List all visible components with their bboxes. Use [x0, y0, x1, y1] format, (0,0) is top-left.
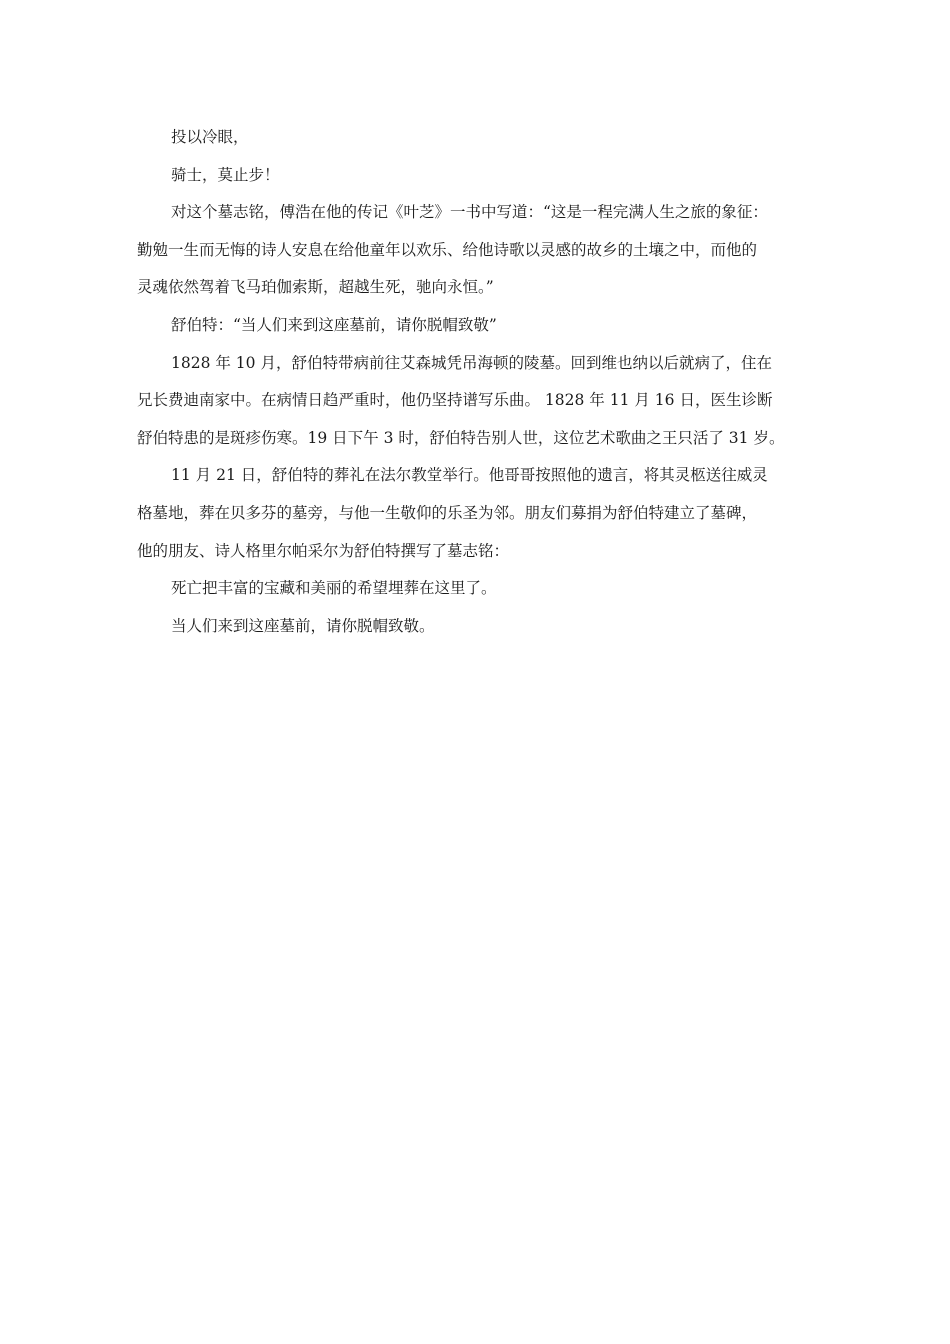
section-heading-schubert: 舒伯特：“当人们来到这座墓前，请你脱帽致敬” [171, 315, 497, 334]
paragraph-funeral-line-1: 11 月 21 日，舒伯特的葬礼在法尔教堂举行。他哥哥按照他的遗言，将其灵柩送往威灵 [171, 466, 768, 485]
paragraph-schubert-line-2: 兄长费迪南家中。在病情日趋严重时，他仍坚持谱写乐曲。 1828 年 11 月 16 日，医生诊断 [137, 391, 773, 410]
poem-line-2: 骑士，莫止步！ [171, 165, 280, 184]
document-body [137, 122, 837, 648]
paragraph-yeats-line-2: 勤勉一生而无悔的诗人安息在给他童年以欢乐、给他诗歌以灵感的故乡的土壤之中，而他的 [137, 240, 758, 259]
epitaph-line-1: 死亡把丰富的宝藏和美丽的希望埋葬在这里了。 [171, 579, 497, 598]
epitaph-line-2: 当人们来到这座墓前，请你脱帽致敬。 [171, 616, 435, 635]
poem-line-1: 投以冷眼， [171, 128, 249, 146]
paragraph-schubert-line-3: 舒伯特患的是斑疹伤寒。19 日下午 3 时，舒伯特告别人世，这位艺术歌曲之王只活了 31 岁。 [137, 428, 785, 447]
paragraph-schubert-line-1: 1828 年 10 月，舒伯特带病前往艾森城凭吊海顿的陵墓。回到维也纳以后就病了，住在 [171, 353, 772, 372]
paragraph-funeral-line-2: 格墓地，葬在贝多芬的墓旁，与他一生敬仰的乐圣为邻。朋友们募捐为舒伯特建立了墓碑， [137, 503, 758, 522]
paragraph-yeats-line-3: 灵魂依然驾着飞马珀伽索斯，超越生死，驰向永恒。” [137, 278, 494, 297]
paragraph-funeral-line-3: 他的朋友、诗人格里尔帕采尔为舒伯特撰写了墓志铭： [137, 541, 510, 560]
paragraph-yeats-line-1: 对这个墓志铭，傅浩在他的传记《叶芝》一书中写道：“这是一程完满人生之旅的象征： [171, 203, 768, 222]
